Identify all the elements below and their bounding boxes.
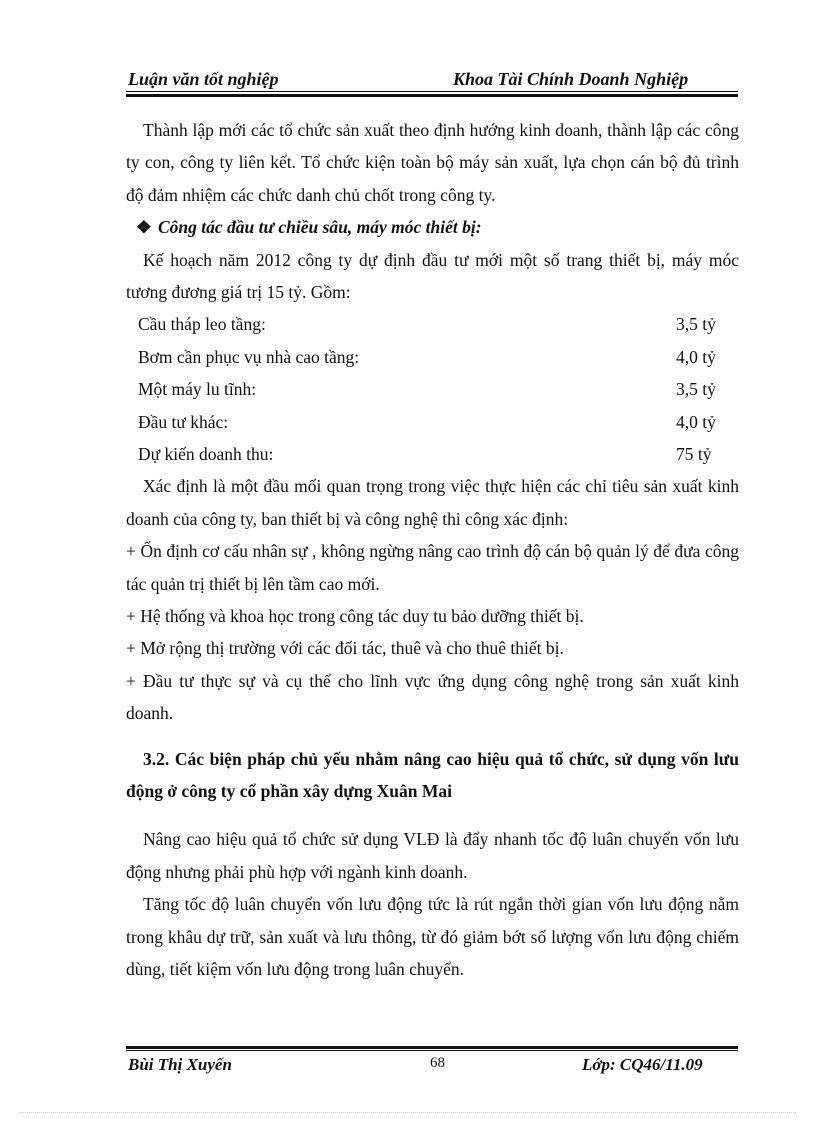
bullet-stabilize-personnel: + Ổn định cơ cấu nhân sự , không ngừng nâng cao trình độ cán bộ quản lý để đưa công tác quản trị thiết bị lên tầm cao mới. [126, 541, 739, 594]
bullet-maintenance: + Hệ thống và khoa học trong công tác duy tu bảo dưỡng thiết bị. [126, 606, 584, 627]
investment-value: 4,0 tỷ [676, 346, 716, 367]
footer-rule-thick [126, 1046, 738, 1049]
investment-list [126, 308, 739, 470]
document-body [126, 114, 739, 985]
paragraph-turnover: Tăng tốc độ luân chuyển vốn lưu động tức là rút ngắn thời gian vốn lưu động nằm trong khâu dự trữ, sản xuất và lưu thông, từ đó giảm bớt số lượng vốn lưu động chiếm dùng, tiết kiệm vốn lưu động trong luân chuyển. [126, 894, 739, 980]
bullet-technology-investment: + Đầu tư thực sự và cụ thể cho lĩnh vực ứng dụng công nghệ trong sản xuất kinh doanh. [126, 670, 739, 724]
header-faculty: Khoa Tài Chính Doanh Nghiệp [453, 69, 689, 89]
paragraph-key-point: Xác định là một đầu mối quan trọng trong việc thực hiện các chỉ tiêu sản xuất kinh doanh của công ty, ban thiết bị và công nghệ thi công xác định: [126, 476, 739, 529]
header-rule-thick [126, 94, 738, 97]
investment-label: Dự kiến doanh thu: [138, 444, 274, 464]
page-header [126, 68, 738, 90]
header-thesis-title: Luận văn tốt nghiệp [128, 69, 279, 89]
investment-label: Một máy lu tĩnh: [138, 379, 257, 400]
page-number: 68 [430, 1055, 445, 1071]
investment-label: Đầu tư khác: [138, 411, 229, 432]
section-heading-text: Công tác đầu tư chiều sâu, máy móc thiết bị: [158, 217, 482, 238]
bullet-market-expansion: + Mở rộng thị trường với các đối tác, thuê và cho thuê thiết bị. [126, 638, 564, 659]
paragraph-investment-plan: Kế hoạch năm 2012 công ty dự định đầu tư mới một số trang thiết bị, máy móc tương đương giá trị 15 tỷ. Gồm: [126, 249, 739, 303]
list-item [126, 438, 739, 470]
investment-value: 4,0 tỷ [676, 411, 716, 432]
page-footer [126, 1054, 738, 1078]
header-rule-thin [126, 91, 738, 92]
list-item [126, 341, 739, 373]
list-item [126, 308, 739, 340]
list-item [126, 406, 739, 438]
investment-value: 3,5 tỷ [676, 379, 716, 400]
footer-rule-thin [126, 1050, 738, 1051]
investment-value: 3,5 tỷ [676, 314, 716, 335]
list-item [126, 373, 739, 405]
page-edge-divider [20, 1112, 796, 1113]
investment-value: 75 tỷ [676, 444, 712, 464]
paragraph-efficiency: Nâng cao hiệu quả tổ chức sử dụng VLĐ là đẩy nhanh tốc độ luân chuyển vốn lưu động nhưng phải phù hợp với ngành kinh doanh. [126, 829, 739, 882]
section-heading-investment [126, 211, 739, 243]
section-heading-3-2: 3.2. Các biện pháp chủ yếu nhằm nâng cao hiệu quả tổ chức, sử dụng vốn lưu động ở công ty cổ phần xây dựng Xuân Mai [126, 748, 739, 802]
investment-label: Cầu tháp leo tầng: [138, 314, 266, 335]
diamond-bullet-icon: ❖ [136, 217, 152, 238]
footer-author: Bùi Thị Xuyến [128, 1055, 232, 1074]
investment-label: Bơm cần phục vụ nhà cao tầng: [138, 346, 360, 367]
footer-class: Lớp: CQ46/11.09 [582, 1055, 703, 1074]
paragraph-organization: Thành lập mới các tổ chức sản xuất theo định hướng kinh doanh, thành lập các công ty con, công ty liên kết. Tổ chức kiện toàn bộ máy sản xuất, lựa chọn cán bộ đủ trình độ đảm nhiệm các chức danh chủ chốt trong công ty. [126, 120, 739, 205]
